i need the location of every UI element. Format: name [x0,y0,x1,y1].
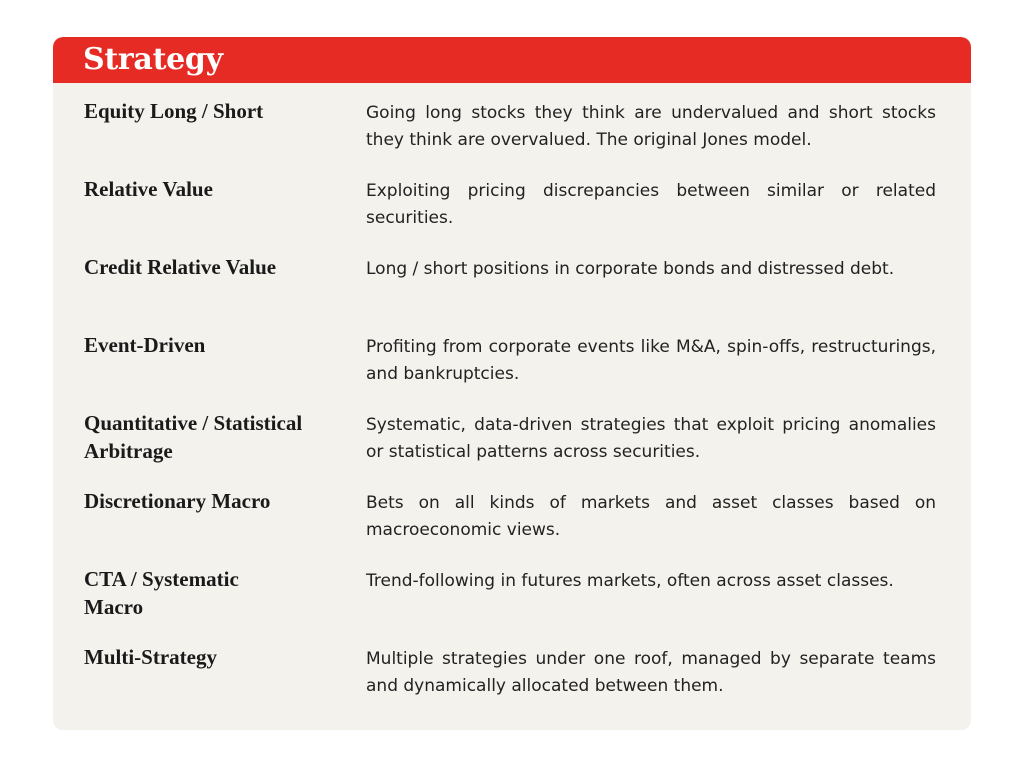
strategy-name: Discretionary Macro [84,489,271,513]
strategy-row-relative-value [53,161,971,239]
strategy-description: Long / short positions in corporate bonds and distressed debt. [366,259,895,279]
strategy-row-cta-systematic-macro [53,551,971,629]
strategy-description: Multiple strategies under one roof, managed by separate teams and dynamically allocated between them. [366,649,936,696]
strategy-name: Equity Long / Short [84,99,264,123]
strategy-description: Trend-following in futures markets, often across asset classes. [366,571,894,591]
strategy-name: CTA / Systematic Macro [84,567,239,619]
strategy-description: Profiting from corporate events like M&A, spin-offs, restructurings, and bankruptcies. [366,337,936,384]
strategy-description: Going long stocks they think are undervalued and short stocks they think are overvalued. The original Jones model. [366,103,936,150]
strategy-description: Bets on all kinds of markets and asset classes based on macroeconomic views. [366,493,936,540]
strategy-name: Quantitative / Statistical Arbitrage [84,411,303,463]
strategy-row-quantitative-statistical-arbitrage [53,395,971,473]
strategy-description: Systematic, data-driven strategies that exploit pricing anomalies or statistical patterns across securities. [366,415,936,462]
strategy-name: Credit Relative Value [84,255,277,279]
strategy-row-credit-relative-value [53,239,971,317]
card-title: Strategy [83,42,223,77]
strategy-row-discretionary-macro [53,473,971,551]
strategy-card [53,37,971,730]
strategy-row-multi-strategy [53,629,971,707]
strategy-name: Relative Value [84,177,213,201]
strategy-description: Exploiting pricing discrepancies between similar or related securities. [366,181,936,228]
card-header [53,37,971,83]
strategy-name: Event-Driven [84,333,206,357]
strategy-row-event-driven [53,317,971,395]
strategy-row-equity-long-short [53,83,971,161]
strategy-name: Multi-Strategy [84,645,217,669]
